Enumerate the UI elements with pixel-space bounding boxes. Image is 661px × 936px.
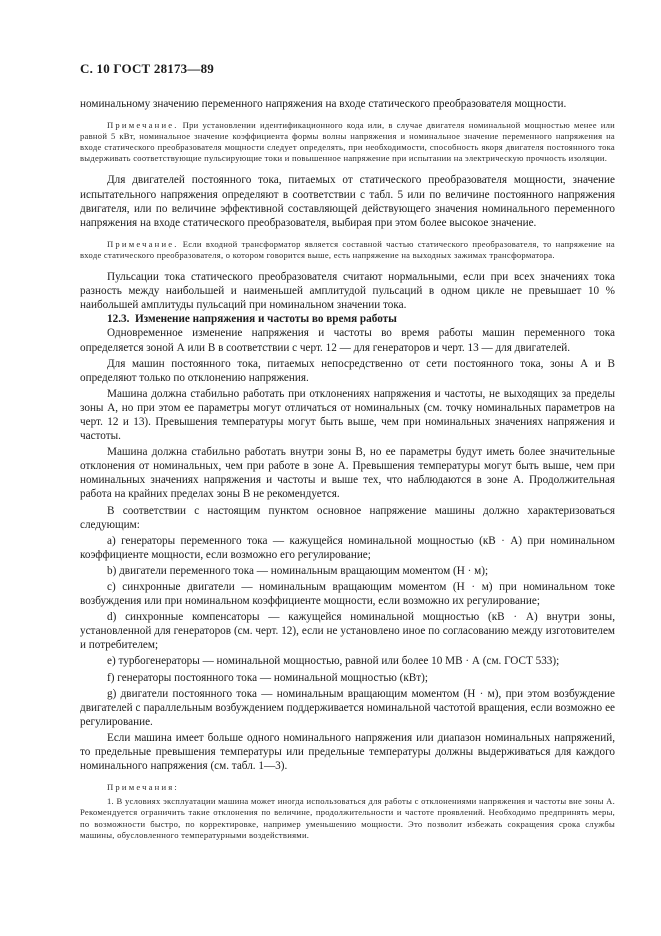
note: Примечание. При установлении идентификационного кода или, в случае двигателя номинальной мощностью менее или равной 5 кВт, номинальное значение коэффициента формы волны напряжения и номинальное значение переменного напряжения на входе статического преобразователя мощности следует определять, при необходимости, способность якоря двигателя постоянного тока выдерживать соответствующие пульсирующие токи и повышенное напряжение при испытании на электрическую прочность изоляции.	[80, 120, 615, 164]
paragraph: В соответствии с настоящим пунктом основное напряжение машины должно характеризоваться следующим:	[80, 504, 615, 531]
paragraph: Машина должна стабильно работать при отклонениях напряжения и частоты, не выходящих за пределы зоны А, но при этом ее параметры могут отличаться от номинальных (см. точку номинальных параметров на черт. 12 и 13). Превышения температуры могут быть выше, чем при номинальных значениях напряжения и частоты.	[80, 387, 615, 443]
section-number: 12.3.	[107, 313, 130, 326]
paragraph: Машина должна стабильно работать внутри зоны В, но ее параметры будут иметь более значительные отклонения от номинальных, чем при работе в зоне А. Превышения температуры могут быть выше, чем при номинальных значениях напряжения и частоты и выше тех, что наблюдаются в зоне А. Продолжительная работа на крайних пределах зоны В не рекомендуется.	[80, 446, 615, 501]
page-header: С. 10 ГОСТ 28173—89	[80, 61, 214, 76]
document-body	[80, 97, 615, 841]
note: Примечание. Если входной трансформатор является составной частью статического преобразователя, то напряжение на входе статического преобразователя, о котором говорится выше, есть напряжение на выходных зажимах трансформатора.	[80, 238, 615, 260]
notes-heading	[80, 782, 615, 793]
list-item: e) турбогенераторы — номинальной мощностью, равной или более 10 МВ · А (см. ГОСТ 533);	[107, 655, 560, 668]
note-label: Примечание.	[107, 238, 179, 249]
list-item: a) генераторы переменного тока — кажущейся номинальной мощностью (кВ · А) при номинальном коэффициенте мощности, если возможно его регулирование;	[80, 534, 615, 561]
paragraph: номинальному значению переменного напряжения на входе статического преобразователя мощности.	[80, 98, 567, 110]
note: 1. В условиях эксплуатации машина может иногда использоваться для работы с отклонениями напряжения и частоты вне зоны А. Рекомендуется ограничить такие отклонения по величине, продолжительности и частоте проявлений. Необходимо предпринять меры, по возможности быстро, по корректировке, например уменьшению мощности. Это позволит избежать сокращения срока службы машины, обусловленного температурными воздействиями.	[80, 796, 615, 840]
paragraph: Пульсации тока статического преобразователя считают нормальными, если при всех значениях тока разность между наибольшей и наименьшей амплитудой пульсаций в одном цикле не превышает 10 % наибольшей амплитуды пульсаций при номинальном значении тока.	[80, 271, 615, 312]
paragraph: Для двигателей постоянного тока, питаемых от статического преобразователя мощности, значение испытательного напряжения определяют в соответствии с табл. 5 или по величине постоянного напряжения двигателя, или по величине эффективной составляющей действующего значения номинального переменного напряжения на входе статического преобразователя, выбирая при этом более высокое значение.	[80, 174, 615, 229]
paragraph: Одновременное изменение напряжения и частоты во время работы машин переменного тока определяется зоной А или В в соответствии с черт. 12 — для генераторов и черт. 13 — для двигателей.	[80, 327, 615, 354]
list-item: c) синхронные двигатели — номинальным вращающим моментом (Н · м) при номинальном токе возбуждения или при номинальном коэффициенте мощности, если возможно их регулирование;	[80, 581, 615, 608]
list-item: b) двигатели переменного тока — номинальным вращающим моментом (Н · м);	[107, 564, 489, 577]
list-item: d) синхронные компенсаторы — кажущейся номинальной мощностью (кВ · А) внутри зоны, установленной для генераторов (см. черт. 12), если не установлено иное по согласованию между изготовителем и потребителем;	[80, 611, 615, 652]
note-label: Примечания:	[107, 782, 180, 793]
section-heading	[80, 312, 615, 326]
paragraph: Для машин постоянного тока, питаемых непосредственно от сети постоянного тока, зоны А и В определяют только по отклонению напряжения.	[80, 357, 615, 384]
paragraph: Если машина имеет больше одного номинального напряжения или диапазон номинальных напряжений, то предельные превышения температуры или предельные температуры должны выдерживаться для каждого номинального напряжения (см. табл. 1—3).	[80, 731, 615, 773]
section-title: Изменение напряжения и частоты во время работы	[134, 313, 397, 326]
note-label: Примечание.	[107, 120, 179, 131]
list-item: g) двигатели постоянного тока — номинальным вращающим моментом (Н · м), при этом возбуждение двигателей с параллельным возбуждением поддерживается номинальной частотой вращения, если возможно ее регулирование.	[80, 687, 615, 728]
list-item: f) генераторы постоянного тока — номинальной мощностью (кВт);	[107, 671, 428, 684]
